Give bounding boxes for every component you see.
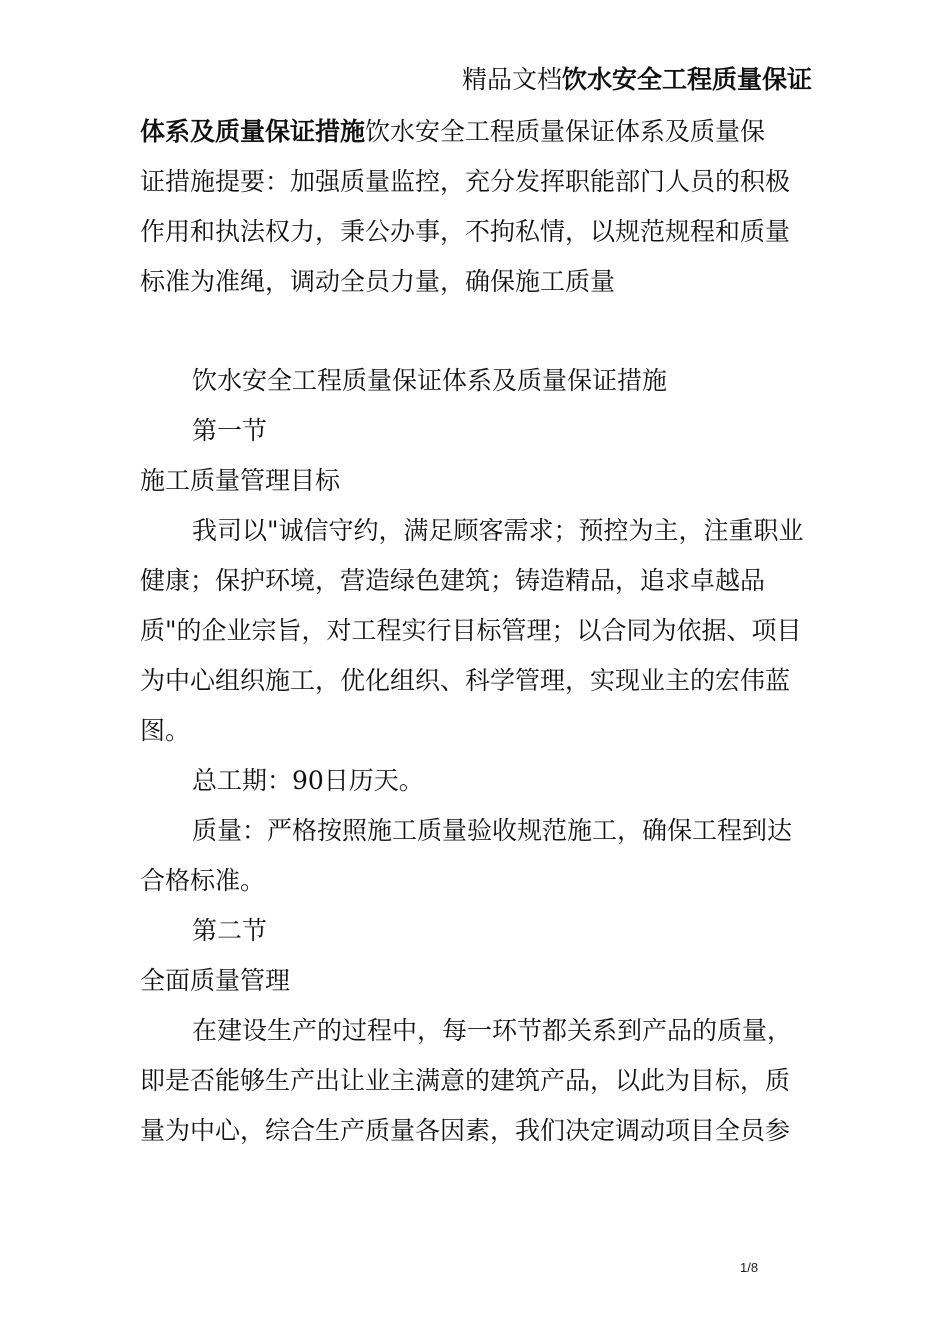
paragraph-4-line: 量为中心，综合生产质量各因素，我们决定调动项目全员参 (140, 1116, 791, 1145)
paragraph-quality-line: 合格标准。 (140, 866, 266, 895)
summary-line-4: 标准为准绳，调动全员力量，确保施工质量 (140, 267, 616, 296)
paragraph-quality-line: 质量：严格按照施工质量验收规范施工，确保工程到达 (192, 816, 793, 845)
paragraph-4-line: 在建设生产的过程中，每一环节都关系到产品的质量， (192, 1016, 793, 1045)
paragraph-1-line: 健康；保护环境，营造绿色建筑；铸造精品，追求卓越品 (140, 566, 766, 595)
page-number: 1/8 (740, 1260, 759, 1275)
paragraph-duration: 总工期：90日历天。 (192, 766, 424, 795)
summary-line-2: 证措施提要：加强质量监控，充分发挥职能部门人员的积极 (140, 167, 791, 196)
document-title: 饮水安全工程质量保证体系及质量保证措施 (192, 366, 668, 395)
paragraph-1-line: 我司以"诚信守约，满足顾客需求；预控为主，注重职业 (192, 516, 804, 545)
summary-line-3: 作用和执法权力，秉公办事，不拘私情，以规范规程和质量 (140, 217, 791, 246)
section-2-label: 第二节 (192, 916, 268, 945)
paragraph-1-line: 图。 (140, 716, 191, 745)
section-2-title: 全面质量管理 (140, 966, 291, 995)
doc-title-bold-part1: 饮水安全工程质量保证 (561, 65, 812, 94)
section-1-label: 第一节 (192, 416, 268, 445)
doc-title-bold-part2: 体系及质量保证措施 (140, 117, 366, 146)
summary-line-1 (140, 107, 820, 157)
paragraph-4-line: 即是否能够生产出让业主满意的建筑产品，以此为目标，质 (140, 1066, 791, 1095)
paragraph-1-line: 质"的企业宗旨，对工程实行目标管理；以合同为依据、项目 (140, 616, 802, 645)
header-line (462, 55, 812, 105)
summary-text: 饮水安全工程质量保证体系及质量保 (365, 117, 766, 146)
header-label: 精品文档 (461, 65, 562, 94)
paragraph-1-line: 为中心组织施工，优化组织、科学管理，实现业主的宏伟蓝 (140, 666, 791, 695)
section-1-title: 施工质量管理目标 (140, 466, 341, 495)
